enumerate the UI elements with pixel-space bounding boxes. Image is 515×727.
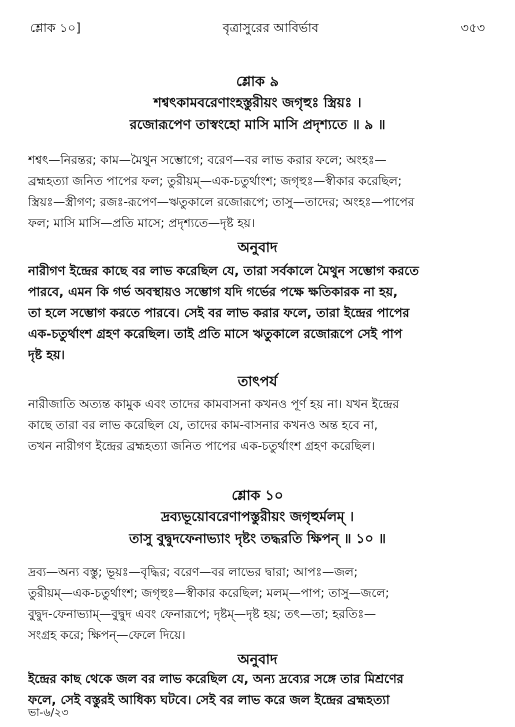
translation-line: এক-চতুর্থাংশ গ্রহণ করেছিল। তাই প্রতি মাসে ঋতুকালে রজোরূপে সেই পাপ xyxy=(28,326,403,341)
verse-10-line: তাসু বুদ্বুদফেনাভ্যাং দৃষ্টং তদ্ধরতি ক্ষিপন্ ॥ ১০ ॥ xyxy=(129,531,386,547)
synonym-line: ফল; মাসি মাসি—প্রতি মাসে; প্রদৃশ্যতে—দৃষ্ট হয়। xyxy=(28,216,255,230)
header-verse-ref: শ্লোক ১০] xyxy=(30,20,81,35)
translation-line: দৃষ্ট হয়। xyxy=(28,347,65,362)
translation-line: পারবে, এমন কি গর্ভ অবস্থায়ও সম্ভোগ যদি গর্ভের পক্ষে ক্ষতিকারক না হয়, xyxy=(28,284,398,299)
translation-line: ফলে, সেই বস্তুরই আধিক্য ঘটবে। সেই বর লাভ করে জল ইন্দ্রের ব্রহ্মহত্যা xyxy=(28,692,390,707)
translation-line: তা হলে সম্ভোগ করতে পারবে। সেই বর লাভ করার ফলে, তারা ইন্দ্রের পাপের xyxy=(28,305,410,320)
verse-9-translation xyxy=(28,260,487,365)
purport-line: তখন নারীগণ ইন্দ্রের ব্রহ্মহত্যা জনিত পাপের এক-চতুর্থাংশ গ্রহণ করেছিল। xyxy=(28,439,375,453)
verse-10-translation xyxy=(28,668,487,710)
verse-9-title: শ্লোক ৯ xyxy=(236,74,279,90)
purport-line: নারীজাতি অত্যন্ত কামুক এবং তাদের কামবাসনা কখনও পূর্ণ হয় না। যখন ইন্দ্রের xyxy=(28,397,400,411)
synonym-line: ব্রহ্মহত্যা জনিত পাপের ফল; তুরীয়ম্—এক-চতুর্থাংশ; জগৃহুঃ—স্বীকার করেছিল; xyxy=(28,174,402,188)
verse-10-translation-title: অনুবাদ xyxy=(237,652,278,668)
purport-line: কাছে তারা বর লাভ করেছিল যে, তাদের কাম-বাসনার কখনও অন্ত হবে না, xyxy=(28,418,378,432)
verse-9-line: শশ্বৎকামবরেণাংহস্তুরীয়ং জগৃহুঃ স্ত্রিয়ঃ । xyxy=(153,95,362,111)
translation-line: ইন্দ্রের কাছ থেকে জল বর লাভ করেছিল যে, অন্য দ্রব্যের সঙ্গে তার মিশ্রণের xyxy=(28,671,404,686)
synonym-line: স্ত্রিয়ঃ—স্ত্রীগণ; রজঃ-রূপেণ—ঋতুকালে রজোরূপে; তাসু—তাদের; অংহঃ—পাপের xyxy=(28,195,415,209)
synonym-line: বুদ্বুদ-ফেনাভ্যাম্—বুদ্বুদ এবং ফেনারূপে; দৃষ্টম্—দৃষ্ট হয়; তৎ—তা; হরতিঃ— xyxy=(28,607,377,621)
verse-9-text xyxy=(0,92,515,136)
synonym-line: শশ্বৎ—নিরন্তর; কাম—মৈথুন সম্ভোগে; বরেণ—বর লাভ করার ফলে; অংহঃ— xyxy=(28,153,387,167)
verse-10-line: দ্রব্যভূয়োবরেণাপস্তুরীয়ং জগৃহুর্মলম্ । xyxy=(161,509,354,525)
synonym-line: সংগ্রহ করে; ক্ষিপন্—ফেলে দিয়ে। xyxy=(28,628,186,642)
verse-10-text xyxy=(0,506,515,550)
verse-9-line: রজোরূপেণ তাস্বংহো মাসি মাসি প্রদৃশ্যতে ॥ ৯ ॥ xyxy=(129,117,386,133)
synonym-line: দ্রব্য—অন্য বস্তু; ভূয়ঃ—বৃদ্ধির; বরেণ—বর লাভের দ্বারা; আপঃ—জল; xyxy=(28,565,358,579)
page-footer-signature: ভা-৬/২৩ xyxy=(28,706,69,719)
synonym-line: তুরীয়ম্—এক-চতুর্থাংশ; জগৃহুঃ—স্বীকার করেছিল; মলম্—পাপ; তাসু—জলে; xyxy=(28,586,390,600)
page-header xyxy=(30,20,485,40)
translation-line: নারীগণ ইন্দ্রের কাছে বর লাভ করেছিল যে, তারা সর্বকালে মৈথুন সম্ভোগ করতে xyxy=(28,263,419,278)
verse-9-purport-title: তাৎপর্য xyxy=(237,374,278,390)
verse-9-purport xyxy=(28,394,487,457)
header-chapter-title: বৃত্রাসুরের আবির্ভাব xyxy=(222,20,319,35)
verse-9-synonyms xyxy=(28,150,487,234)
verse-9-translation-title: অনুবাদ xyxy=(237,240,278,256)
verse-10-synonyms xyxy=(28,562,487,646)
verse-10-title: শ্লোক ১০ xyxy=(231,488,284,504)
header-page-number: ৩৫৩ xyxy=(460,20,485,35)
